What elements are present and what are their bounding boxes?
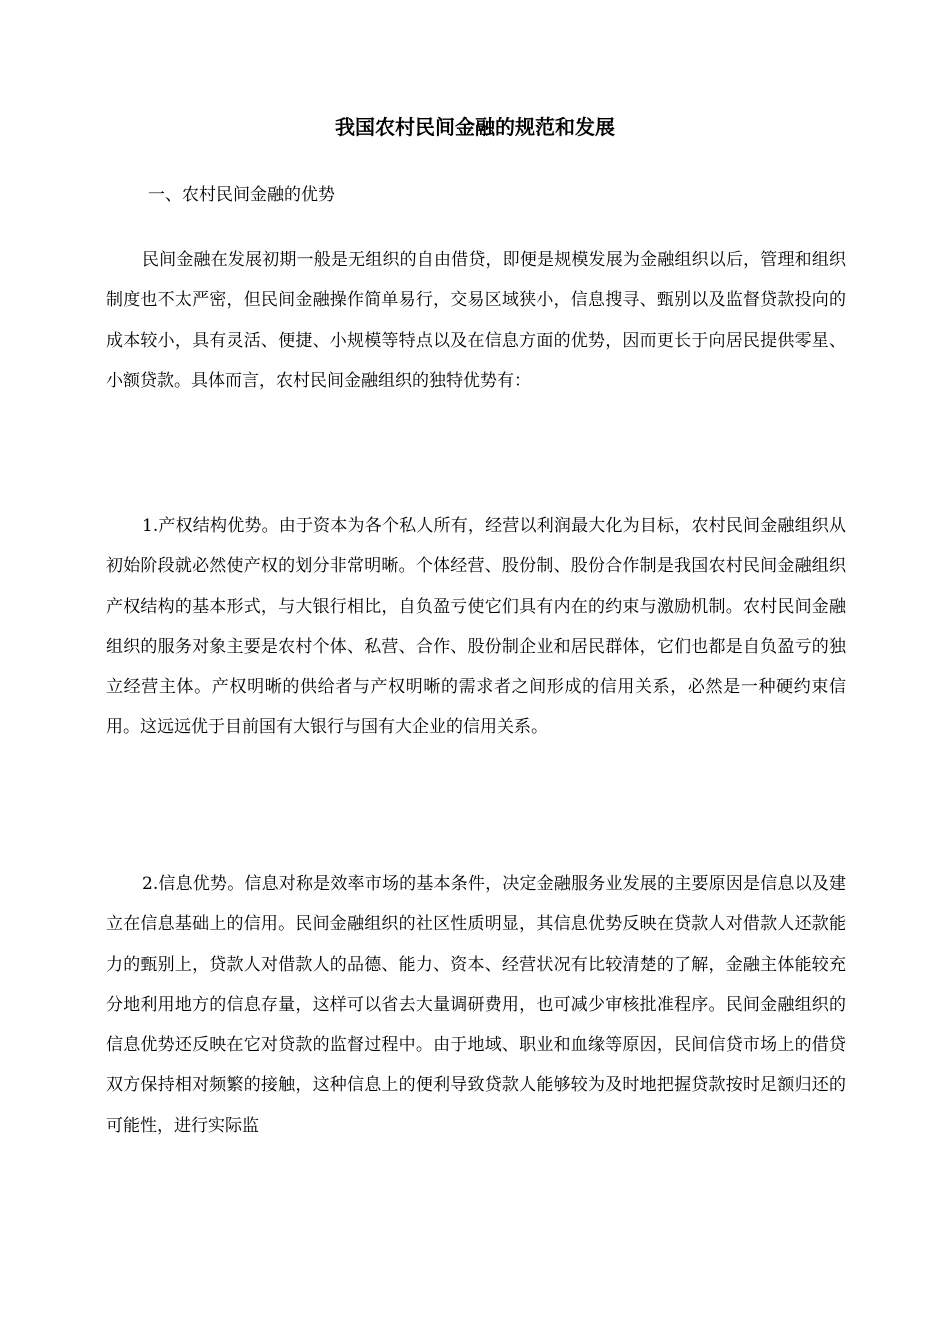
paragraph-intro: 民间金融在发展初期一般是无组织的自由借贷，即便是规模发展为金融组织以后，管理和组织制度也不太严密，但民间金融操作简单易行，交易区域狭小，信息搜寻、甄别以及监督贷款投向的成本较小，具有灵活、便捷、小规模等特点以及在信息方面的优势，因而更长于向居民提供零星、小额贷款。具体而言，农村民间金融组织的独特优势有： xyxy=(106,250,846,391)
paragraph-information: 2.信息优势。信息对称是效率市场的基本条件，决定金融服务业发展的主要原因是信息以及建立在信息基础上的信用。民间金融组织的社区性质明显，其信息优势反映在贷款人对借款人还款能力的甄别上，贷款人对借款人的品德、能力、资本、经营状况有比较清楚的了解，金融主体能较充分地利用地方的信息存量，这样可以省去大量调研费用，也可减少审核批准程序。民间金融组织的信息优势还反映在它对贷款的监督过程中。由于地域、职业和血缘等原因，民间信贷市场上的借贷双方保持相对频繁的接触，这种信息上的便利导致贷款人能够较为及时地把握贷款按时足额归还的可能性，进行实际监 xyxy=(106,874,846,1136)
paragraph-property-rights: 1.产权结构优势。由于资本为各个私人所有，经营以利润最大化为目标，农村民间金融组织从初始阶段就必然使产权的划分非常明晰。个体经营、股份制、股份合作制是我国农村民间金融组织产权结构的基本形式，与大银行相比，自负盈亏使它们具有内在的约束与激励机制。农村民间金融组织的服务对象主要是农村个体、私营、合作、股份制企业和居民群体，它们也都是自负盈亏的独立经营主体。产权明晰的供给者与产权明晰的需求者之间形成的信用关系，必然是一种硬约束信用。这远远优于目前国有大银行与国有大企业的信用关系。 xyxy=(106,516,846,738)
document-title: 我国农村民间金融的规范和发展 xyxy=(335,115,615,139)
section-heading: 一、农村民间金融的优势 xyxy=(148,185,335,205)
